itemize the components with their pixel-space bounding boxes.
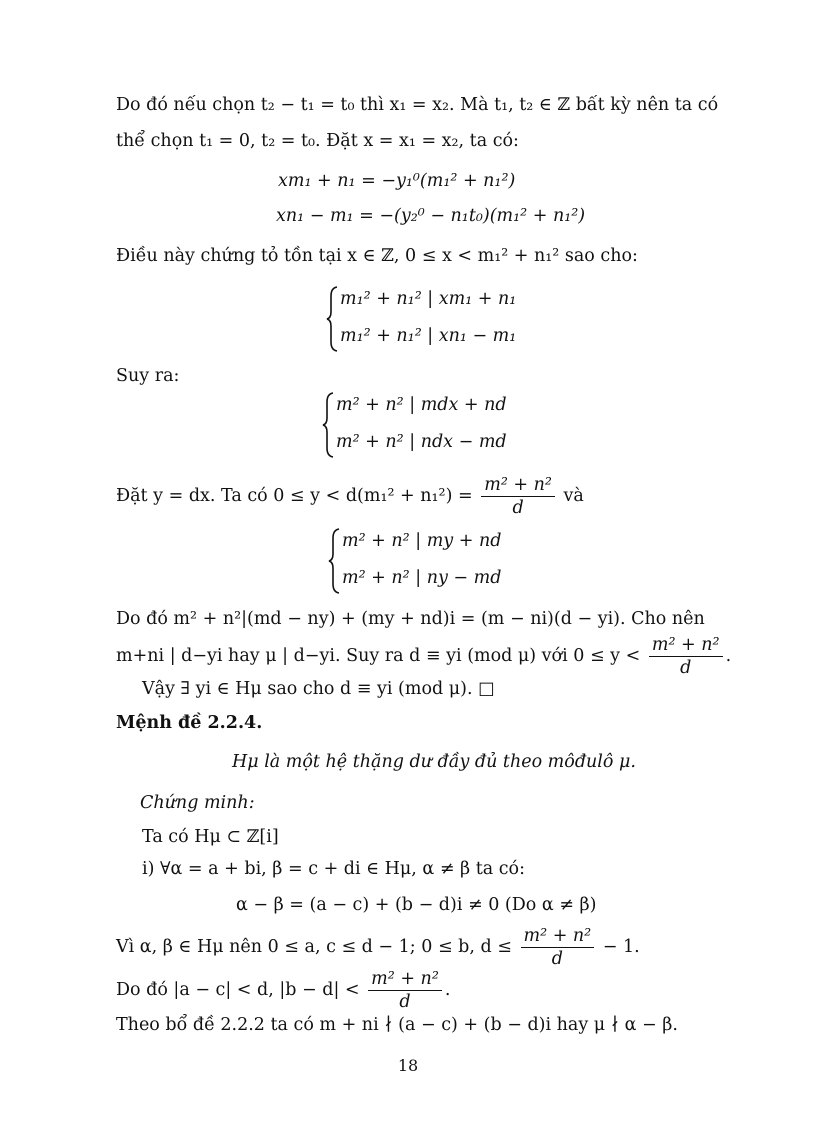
text-line-5-end: và [563,486,584,506]
page-number: 18 [397,1056,419,1075]
fraction-denominator: d [551,949,563,969]
proof-line-3 [116,925,640,970]
fraction [368,968,442,1013]
fraction [481,474,555,519]
text-line-3: Điều này chứng tỏ tồn tại x ∈ ℤ, 0 ≤ x < m₁² + n₁² sao cho: [116,246,638,266]
fraction-numerator: m² + n² [481,474,555,497]
text-line-6: Do đó m² + n²|(md − ny) + (my + nd)i = (m − ni)(d − yi). Cho nên [116,609,705,629]
system-2-row-2: m² + n² | ndx − md [336,432,507,452]
text-line-7: m+ni | d−yi hay μ | d−yi. Suy ra d ≡ yi (mod μ) với 0 ≤ y < $\frac{\text{m² + n²}}{d}$ . [116,635,732,678]
fraction [521,925,595,970]
fraction-denominator: d [399,992,411,1012]
system-2 [322,390,522,460]
system-1-row-2: m₁² + n₁² | xn₁ − m₁ [340,326,517,346]
equation-2: xn₁ − m₁ = −(y₂⁰ − n₁t₀)(m₁² + n₁²) [276,206,586,226]
system-1-row-1: m₁² + n₁² | xm₁ + n₁ [340,289,517,309]
proof-line-5: Theo bổ đề 2.2.2 ta có m + ni ∤ (a − c) + (b − d)i hay μ ∤ α − β. [116,1015,678,1035]
fraction-denominator: d [512,498,524,518]
left-brace-icon [326,286,340,352]
text-line-2: thể chọn t₁ = 0, t₂ = t₀. Đặt x = x₁ = x₂, ta có: [116,131,519,151]
system-1 [326,284,526,354]
proof-line-2: i) ∀α = a + bi, β = c + di ∈ Hμ, α ≠ β ta có: [142,859,525,879]
text-line-1: Do đó nếu chọn t₂ − t₁ = t₀ thì x₁ = x₂. Mà t₁, t₂ ∈ ℤ bất kỳ nên ta có [116,95,719,115]
proof-line-4-start: Do đó |a − c| < d, |b − d| < [116,980,360,1000]
text-line-5 [116,474,584,519]
proposition-statement: Hμ là một hệ thặng dư đầy đủ theo môđulô μ. [232,752,636,772]
system-2-row-1: m² + n² | mdx + nd [336,395,507,415]
proof-line-3-start: Vì α, β ∈ Hμ nên 0 ≤ a, c ≤ d − 1; 0 ≤ b, d ≤ [116,937,512,957]
fraction-numerator: m² + n² [521,925,595,948]
proof-line-3-end: − 1. [602,937,640,957]
text-line-8: Vậy ∃ yi ∈ Hμ sao cho d ≡ yi (mod μ). □ [142,679,495,699]
left-brace-icon [328,528,342,594]
equation-3: α − β = (a − c) + (b − d)i ≠ 0 (Do α ≠ β) [236,895,597,915]
equation-1: xm₁ + n₁ = −y₁⁰(m₁² + n₁²) [278,171,516,191]
text-line-5-start: Đặt y = dx. Ta có 0 ≤ y < d(m₁² + n₁²) = [116,486,473,506]
proof-line-1: Ta có Hμ ⊂ ℤ[i] [142,827,279,847]
system-3-row-2: m² + n² | ny − md [342,568,502,588]
system-3 [328,526,528,596]
system-3-row-1: m² + n² | my + nd [342,531,502,551]
section-heading: Mệnh đề 2.2.4. [116,713,263,733]
left-brace-icon [322,392,336,458]
fraction-numerator: m² + n² [368,968,442,991]
text-line-7-start: m+ni | d−yi hay μ | d−yi. Suy ra d ≡ yi (mod μ) với 0 ≤ y < [116,646,641,666]
text-line-4: Suy ra: [116,366,180,386]
fraction-numerator: m² + n² [649,634,723,657]
fraction [649,634,723,679]
proof-line-4: Do đó |a − c| < d, |b − d| < $\frac{\text{m² + n²}}{d}$ . [116,969,451,1012]
fraction-denominator: d [680,658,692,678]
proof-label: Chứng minh: [140,793,255,813]
